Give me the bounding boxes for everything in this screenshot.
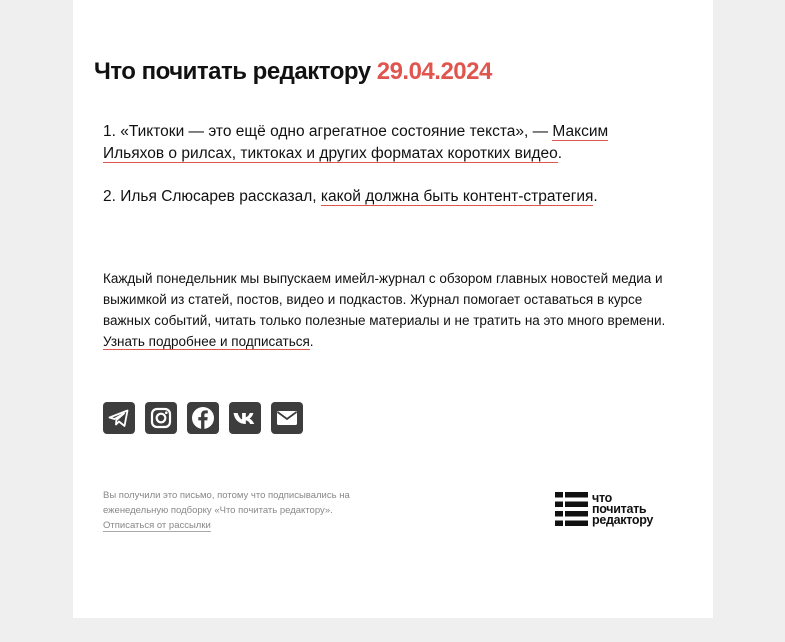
brand-logo (555, 492, 653, 526)
telegram-icon (103, 402, 135, 434)
about-text (103, 268, 688, 352)
logo-line: что (592, 490, 612, 505)
instagram-link[interactable] (145, 402, 177, 434)
item-text: 2. Илья Слюсарев рассказал, (103, 188, 321, 205)
title-text: Что почитать редактору (94, 58, 371, 85)
item-suffix: . (593, 188, 598, 205)
article-link[interactable]: Максим Ильяхов о рилсах, тиктоках и других форматах коротких видео (103, 123, 609, 162)
email-link[interactable] (271, 402, 303, 434)
telegram-link[interactable] (103, 402, 135, 434)
instagram-icon (145, 402, 177, 434)
about-body: Каждый понедельник мы выпускаем имейл-журнал с обзором главных новостей медиа и выжимкой из статей, постов, видео и подкастов. Журнал помогает оставаться в курсе важных событий, читать только полезные материалы и не тратить на это много времени. (103, 271, 666, 328)
footer-text (103, 488, 403, 533)
unsubscribe-link[interactable]: Отписаться от рассылки (103, 520, 211, 531)
page-title (94, 58, 492, 86)
vk-link[interactable] (229, 402, 261, 434)
item-text: 1. «Тиктоки — это ещё одно агрегатное состояние текста», — (103, 123, 553, 140)
email-icon (271, 402, 303, 434)
about-suffix: . (309, 334, 314, 349)
social-links (103, 402, 303, 434)
footer-notice: Вы получили это письмо, потому что подписывались на еженедельную подборку «Что почитать редактору». (103, 490, 350, 516)
newsletter-card (73, 0, 713, 618)
facebook-link[interactable] (187, 402, 219, 434)
item-suffix: . (557, 145, 563, 162)
list-item (103, 186, 643, 208)
logo-line: редактору (592, 512, 654, 527)
list-item (103, 121, 643, 165)
logo-bars-icon (555, 492, 588, 526)
issue-date: 29.04.2024 (376, 58, 492, 85)
article-link[interactable]: какой должна быть контент-стратегия (320, 188, 594, 205)
facebook-icon (187, 402, 219, 434)
vk-icon (229, 402, 261, 434)
logo-line: почитать (592, 501, 647, 516)
subscribe-link[interactable]: Узнать подробнее и подписаться (103, 334, 310, 349)
logo-text (592, 490, 654, 527)
